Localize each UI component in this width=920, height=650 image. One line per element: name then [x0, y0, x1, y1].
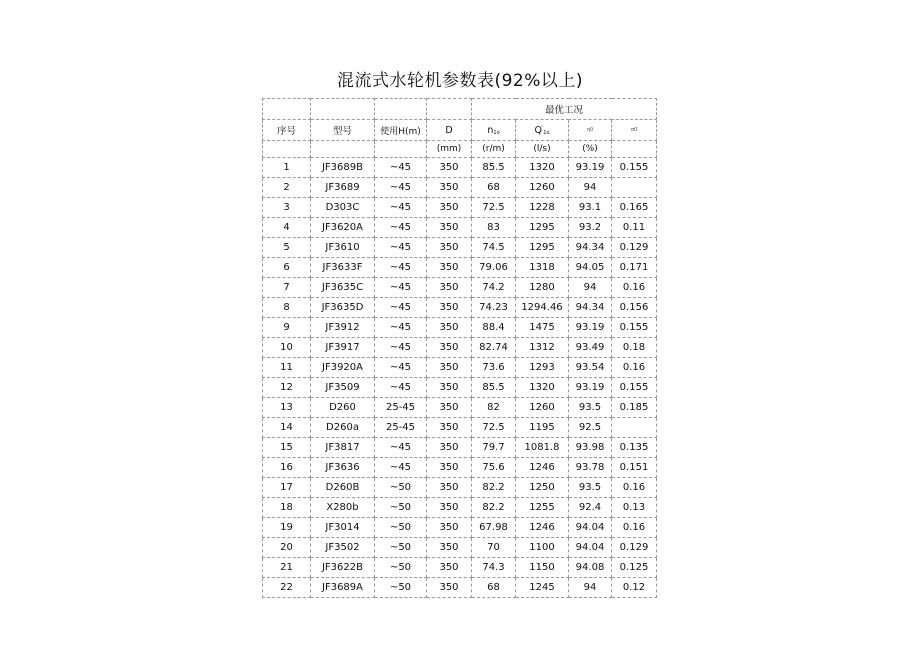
- table-row: [263, 438, 657, 458]
- cell-cavitation: 0.165: [612, 198, 657, 218]
- cell-cavitation: 0.125: [612, 558, 657, 578]
- cell-efficiency: 93.19: [569, 318, 612, 338]
- cell-head: ~45: [375, 258, 427, 278]
- cell-efficiency: 94.34: [569, 298, 612, 318]
- cell-head: ~45: [375, 278, 427, 298]
- cell-model: JF3635C: [311, 278, 375, 298]
- cell-head: ~50: [375, 578, 427, 598]
- cell-diameter: 350: [427, 518, 472, 538]
- cell-efficiency: 92.5: [569, 418, 612, 438]
- cell-efficiency: 93.19: [569, 158, 612, 178]
- table-body: [263, 158, 657, 598]
- cell-efficiency: 94: [569, 178, 612, 198]
- cell-seq: 14: [263, 418, 311, 438]
- cell-diameter: 350: [427, 278, 472, 298]
- table-row: [263, 478, 657, 498]
- cell-unit-flow: 1150: [516, 558, 569, 578]
- cell-unit-speed: 67.98: [472, 518, 516, 538]
- cell-unit-speed: 74.23: [472, 298, 516, 318]
- cell-unit-flow: 1280: [516, 278, 569, 298]
- cell-seq: 6: [263, 258, 311, 278]
- cell-diameter: 350: [427, 338, 472, 358]
- cell-seq: 17: [263, 478, 311, 498]
- cell-seq: 13: [263, 398, 311, 418]
- cell-diameter: 350: [427, 318, 472, 338]
- cell-efficiency: 93.2: [569, 218, 612, 238]
- header-unit-speed-symbol: n: [487, 124, 494, 136]
- cell-unit-flow: 1260: [516, 178, 569, 198]
- cell-efficiency: 93.78: [569, 458, 612, 478]
- table-row: [263, 178, 657, 198]
- table-row: [263, 538, 657, 558]
- cell-seq: 8: [263, 298, 311, 318]
- cell-model: JF3622B: [311, 558, 375, 578]
- cell-model: JF3920A: [311, 358, 375, 378]
- turbine-parameter-table: [262, 98, 657, 598]
- table-row: [263, 518, 657, 538]
- cell-unit-flow: 1255: [516, 498, 569, 518]
- cell-head: ~45: [375, 438, 427, 458]
- cell-efficiency: 93.1: [569, 198, 612, 218]
- unit-flow: (l/s): [516, 141, 569, 158]
- header-unit-flow-symbol: Q: [534, 124, 542, 136]
- cell-efficiency: 94: [569, 278, 612, 298]
- cell-seq: 15: [263, 438, 311, 458]
- table-row: [263, 458, 657, 478]
- cell-cavitation: 0.155: [612, 318, 657, 338]
- cell-efficiency: 94.34: [569, 238, 612, 258]
- cell-seq: 10: [263, 338, 311, 358]
- cell-unit-flow: 1294.46: [516, 298, 569, 318]
- table-row: [263, 198, 657, 218]
- cell-seq: 19: [263, 518, 311, 538]
- cell-efficiency: 93.98: [569, 438, 612, 458]
- table-row: [263, 298, 657, 318]
- cell-head: ~50: [375, 558, 427, 578]
- cell-head: ~50: [375, 518, 427, 538]
- cell-unit-flow: 1195: [516, 418, 569, 438]
- cell-cavitation: [612, 418, 657, 438]
- cell-diameter: 350: [427, 558, 472, 578]
- cell-diameter: 350: [427, 578, 472, 598]
- cell-unit-flow: 1293: [516, 358, 569, 378]
- cell-seq: 11: [263, 358, 311, 378]
- cell-unit-flow: 1318: [516, 258, 569, 278]
- header-unit-flow-prime: ': [541, 124, 544, 131]
- header-diameter: D: [427, 120, 472, 141]
- header-cell-empty: [375, 99, 427, 120]
- header-cell-empty: [311, 99, 375, 120]
- header-cell-empty: [427, 99, 472, 120]
- cell-unit-speed: 74.2: [472, 278, 516, 298]
- cell-model: JF3509: [311, 378, 375, 398]
- cell-seq: 12: [263, 378, 311, 398]
- cell-cavitation: 0.13: [612, 498, 657, 518]
- cell-head: ~45: [375, 298, 427, 318]
- unit-speed: (r/m): [472, 141, 516, 158]
- header-efficiency: η0: [569, 120, 612, 141]
- cell-model: D260a: [311, 418, 375, 438]
- header-seq: 序号: [263, 120, 311, 141]
- cell-diameter: 350: [427, 538, 472, 558]
- cell-cavitation: 0.135: [612, 438, 657, 458]
- cell-unit-speed: 83: [472, 218, 516, 238]
- cell-diameter: 350: [427, 218, 472, 238]
- header-row-group: [263, 99, 657, 120]
- table-row: [263, 258, 657, 278]
- cell-head: ~50: [375, 478, 427, 498]
- cell-cavitation: 0.16: [612, 278, 657, 298]
- header-optimal-condition: 最优工况: [472, 99, 657, 120]
- header-cell-empty: [263, 99, 311, 120]
- cell-seq: 3: [263, 198, 311, 218]
- cell-cavitation: 0.185: [612, 398, 657, 418]
- cell-seq: 18: [263, 498, 311, 518]
- cell-unit-speed: 68: [472, 578, 516, 598]
- cell-model: JF3689: [311, 178, 375, 198]
- cell-seq: 9: [263, 318, 311, 338]
- cell-diameter: 350: [427, 418, 472, 438]
- cell-efficiency: 94.08: [569, 558, 612, 578]
- table-row: [263, 378, 657, 398]
- cell-head: ~45: [375, 218, 427, 238]
- cell-diameter: 350: [427, 438, 472, 458]
- cell-unit-speed: 82.2: [472, 478, 516, 498]
- header-cell-empty: [263, 141, 311, 158]
- cell-model: JF3014: [311, 518, 375, 538]
- cell-seq: 4: [263, 218, 311, 238]
- cell-efficiency: 93.19: [569, 378, 612, 398]
- cell-unit-speed: 68: [472, 178, 516, 198]
- cell-seq: 7: [263, 278, 311, 298]
- table-row: [263, 218, 657, 238]
- header-unit-speed: [472, 120, 516, 141]
- cell-head: ~50: [375, 538, 427, 558]
- cell-efficiency: 93.5: [569, 398, 612, 418]
- cell-model: JF3917: [311, 338, 375, 358]
- cell-head: ~45: [375, 318, 427, 338]
- cell-model: JF3689B: [311, 158, 375, 178]
- cell-cavitation: 0.16: [612, 358, 657, 378]
- header-row-labels: [263, 120, 657, 141]
- cell-diameter: 350: [427, 298, 472, 318]
- cell-efficiency: 93.54: [569, 358, 612, 378]
- cell-model: JF3635D: [311, 298, 375, 318]
- cell-model: X280b: [311, 498, 375, 518]
- cell-unit-speed: 70: [472, 538, 516, 558]
- cell-model: JF3912: [311, 318, 375, 338]
- cell-efficiency: 94.05: [569, 258, 612, 278]
- cell-unit-flow: 1295: [516, 238, 569, 258]
- cell-unit-flow: 1100: [516, 538, 569, 558]
- header-cell-empty: [612, 141, 657, 158]
- cell-diameter: 350: [427, 458, 472, 478]
- cell-unit-speed: 82.74: [472, 338, 516, 358]
- cell-diameter: 350: [427, 478, 472, 498]
- cell-unit-flow: 1475: [516, 318, 569, 338]
- cell-unit-flow: 1320: [516, 158, 569, 178]
- cell-unit-speed: 82.2: [472, 498, 516, 518]
- cell-head: 25-45: [375, 398, 427, 418]
- cell-head: 25-45: [375, 418, 427, 438]
- table-row: [263, 558, 657, 578]
- cell-unit-speed: 85.5: [472, 158, 516, 178]
- cell-efficiency: 92.4: [569, 498, 612, 518]
- cell-efficiency: 94.04: [569, 538, 612, 558]
- cell-unit-speed: 79.7: [472, 438, 516, 458]
- cell-model: JF3610: [311, 238, 375, 258]
- cell-unit-speed: 75.6: [472, 458, 516, 478]
- cell-seq: 16: [263, 458, 311, 478]
- cell-model: JF3636: [311, 458, 375, 478]
- cell-unit-speed: 72.5: [472, 198, 516, 218]
- cell-model: D260B: [311, 478, 375, 498]
- cell-efficiency: 93.5: [569, 478, 612, 498]
- cell-cavitation: 0.156: [612, 298, 657, 318]
- cell-head: ~45: [375, 358, 427, 378]
- cell-seq: 2: [263, 178, 311, 198]
- cell-diameter: 350: [427, 498, 472, 518]
- cell-cavitation: [612, 178, 657, 198]
- cell-unit-flow: 1228: [516, 198, 569, 218]
- cell-unit-speed: 72.5: [472, 418, 516, 438]
- header-unit-flow: [516, 120, 569, 141]
- cell-cavitation: 0.12: [612, 578, 657, 598]
- header-cell-empty: [375, 141, 427, 158]
- cell-diameter: 350: [427, 378, 472, 398]
- table-row: [263, 278, 657, 298]
- cell-cavitation: 0.16: [612, 478, 657, 498]
- cell-unit-speed: 74.5: [472, 238, 516, 258]
- cell-unit-flow: 1320: [516, 378, 569, 398]
- cell-model: D260: [311, 398, 375, 418]
- cell-cavitation: 0.129: [612, 238, 657, 258]
- cell-model: JF3502: [311, 538, 375, 558]
- table-row: [263, 398, 657, 418]
- cell-efficiency: 93.49: [569, 338, 612, 358]
- cell-cavitation: 0.129: [612, 538, 657, 558]
- cell-unit-speed: 79.06: [472, 258, 516, 278]
- cell-cavitation: 0.16: [612, 518, 657, 538]
- cell-head: ~45: [375, 238, 427, 258]
- cell-unit-speed: 85.5: [472, 378, 516, 398]
- cell-cavitation: 0.11: [612, 218, 657, 238]
- cell-unit-speed: 82: [472, 398, 516, 418]
- header-head: 使用H(m): [375, 120, 427, 141]
- unit-efficiency: (%): [569, 141, 612, 158]
- cell-cavitation: 0.151: [612, 458, 657, 478]
- cell-efficiency: 94: [569, 578, 612, 598]
- cell-seq: 5: [263, 238, 311, 258]
- table-row: [263, 318, 657, 338]
- cell-unit-flow: 1081.8: [516, 438, 569, 458]
- header-model: 型号: [311, 120, 375, 141]
- header-row-units: [263, 141, 657, 158]
- table-row: [263, 418, 657, 438]
- cell-unit-flow: 1260: [516, 398, 569, 418]
- cell-model: JF3689A: [311, 578, 375, 598]
- cell-diameter: 350: [427, 158, 472, 178]
- cell-unit-flow: 1295: [516, 218, 569, 238]
- cell-seq: 22: [263, 578, 311, 598]
- page-title: 混流式水轮机参数表(92%以上): [336, 71, 584, 91]
- cell-unit-speed: 74.3: [472, 558, 516, 578]
- cell-model: JF3620A: [311, 218, 375, 238]
- cell-seq: 1: [263, 158, 311, 178]
- cell-diameter: 350: [427, 398, 472, 418]
- cell-unit-speed: 88.4: [472, 318, 516, 338]
- header-unit-speed-subscript: 1o: [493, 129, 500, 136]
- cell-unit-flow: 1246: [516, 458, 569, 478]
- cell-head: ~45: [375, 178, 427, 198]
- table-row: [263, 238, 657, 258]
- cell-model: JF3817: [311, 438, 375, 458]
- cell-head: ~45: [375, 158, 427, 178]
- unit-diameter: (mm): [427, 141, 472, 158]
- table-row: [263, 338, 657, 358]
- cell-diameter: 350: [427, 178, 472, 198]
- cell-diameter: 350: [427, 258, 472, 278]
- cell-head: ~45: [375, 198, 427, 218]
- header-cell-empty: [311, 141, 375, 158]
- cell-seq: 21: [263, 558, 311, 578]
- cell-head: ~50: [375, 498, 427, 518]
- cell-unit-flow: 1250: [516, 478, 569, 498]
- cell-unit-flow: 1312: [516, 338, 569, 358]
- cell-unit-speed: 73.6: [472, 358, 516, 378]
- cell-head: ~45: [375, 378, 427, 398]
- cell-cavitation: 0.171: [612, 258, 657, 278]
- cell-head: ~45: [375, 458, 427, 478]
- cell-efficiency: 94.04: [569, 518, 612, 538]
- table-row: [263, 158, 657, 178]
- table-row: [263, 358, 657, 378]
- cell-cavitation: 0.18: [612, 338, 657, 358]
- table-row: [263, 578, 657, 598]
- cell-model: JF3633F: [311, 258, 375, 278]
- cell-diameter: 350: [427, 358, 472, 378]
- header-unit-flow-subscript: 1o: [543, 129, 550, 136]
- cell-diameter: 350: [427, 198, 472, 218]
- cell-cavitation: 0.155: [612, 158, 657, 178]
- cell-unit-flow: 1245: [516, 578, 569, 598]
- cell-cavitation: 0.155: [612, 378, 657, 398]
- cell-diameter: 350: [427, 238, 472, 258]
- cell-seq: 20: [263, 538, 311, 558]
- header-cavitation: σ0: [612, 120, 657, 141]
- cell-unit-flow: 1246: [516, 518, 569, 538]
- cell-head: ~45: [375, 338, 427, 358]
- cell-model: D303C: [311, 198, 375, 218]
- table-row: [263, 498, 657, 518]
